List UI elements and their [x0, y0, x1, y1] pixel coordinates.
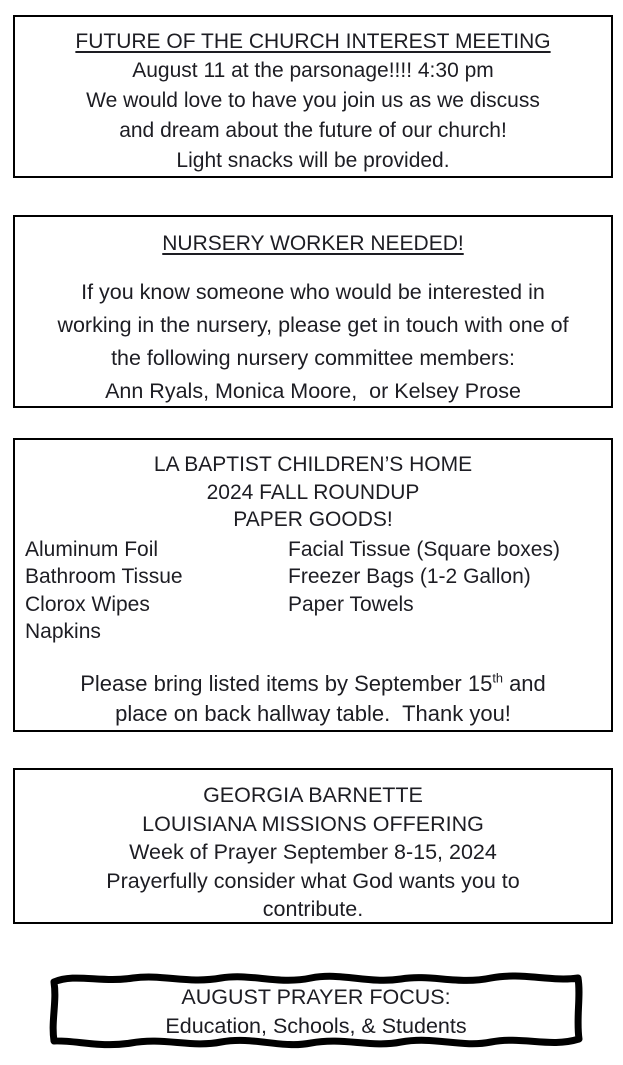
list-item: Aluminum Foil — [25, 537, 159, 561]
prayer-focus-topics: Education, Schools, & Students — [165, 1014, 467, 1038]
missions-offering-text-line: contribute. — [262, 897, 364, 921]
prayer-focus-title: AUGUST PRAYER FOCUS: — [181, 985, 451, 1009]
deadline-text: and — [502, 670, 546, 696]
paper-goods-right-column — [288, 536, 611, 646]
nursery-text-line: the following nursery committee members: — [111, 346, 515, 370]
missions-offering-name: LOUISIANA MISSIONS OFFERING — [142, 811, 484, 836]
paper-goods-subheading: PAPER GOODS! — [233, 508, 393, 531]
paper-goods-subheading: 2024 FALL ROUNDUP — [206, 480, 420, 504]
future-meeting-title: FUTURE OF THE CHURCH INTEREST MEETING — [75, 30, 551, 53]
paper-goods-instructions: place on back hallway table. Thank you! — [115, 700, 511, 726]
nursery-text-line: If you know someone who would be interested in — [81, 280, 545, 304]
list-item: Bathroom Tissue — [25, 565, 183, 588]
list-item: Clorox Wipes — [25, 592, 150, 616]
list-item: Paper Towels — [288, 592, 414, 616]
announcement-missions-offering — [13, 768, 613, 924]
future-meeting-text-line: We would love to have you join us as we discuss — [86, 89, 540, 112]
nursery-committee-names: Ann Ryals, Monica Moore, or Kelsey Prose — [105, 379, 521, 403]
prayer-focus-content — [45, 966, 587, 1054]
list-item: Freezer Bags (1-2 Gallon) — [288, 565, 531, 588]
missions-offering-text-line: Prayerfully consider what God wants you to — [106, 868, 520, 893]
paper-goods-item-columns — [15, 536, 611, 646]
paper-goods-deadline — [15, 669, 611, 699]
missions-offering-dates: Week of Prayer September 8-15, 2024 — [129, 840, 497, 864]
future-meeting-datetime: August 11 at the parsonage!!!! 4:30 pm — [132, 59, 494, 82]
nursery-text-line: working in the nursery, please get in touch with one of — [57, 313, 569, 337]
future-meeting-text-line: Light snacks will be provided. — [176, 149, 450, 172]
announcement-nursery-worker — [13, 215, 613, 408]
announcement-paper-goods — [13, 438, 613, 732]
ordinal-suffix: th — [492, 670, 503, 686]
missions-offering-name: GEORGIA BARNETTE — [203, 783, 423, 807]
deadline-text: Please bring listed items by September 15 — [80, 670, 493, 696]
paper-goods-left-column — [25, 536, 288, 646]
paper-goods-footer — [15, 669, 611, 729]
list-item: Facial Tissue (Square boxes) — [288, 537, 560, 561]
nursery-title: NURSERY WORKER NEEDED! — [162, 232, 464, 255]
list-item: Napkins — [25, 620, 101, 643]
paper-goods-heading: LA BAPTIST CHILDREN’S HOME — [153, 453, 473, 476]
announcement-future-meeting — [13, 15, 613, 178]
future-meeting-text-line: and dream about the future of our church! — [119, 119, 507, 142]
announcement-prayer-focus — [45, 966, 587, 1054]
